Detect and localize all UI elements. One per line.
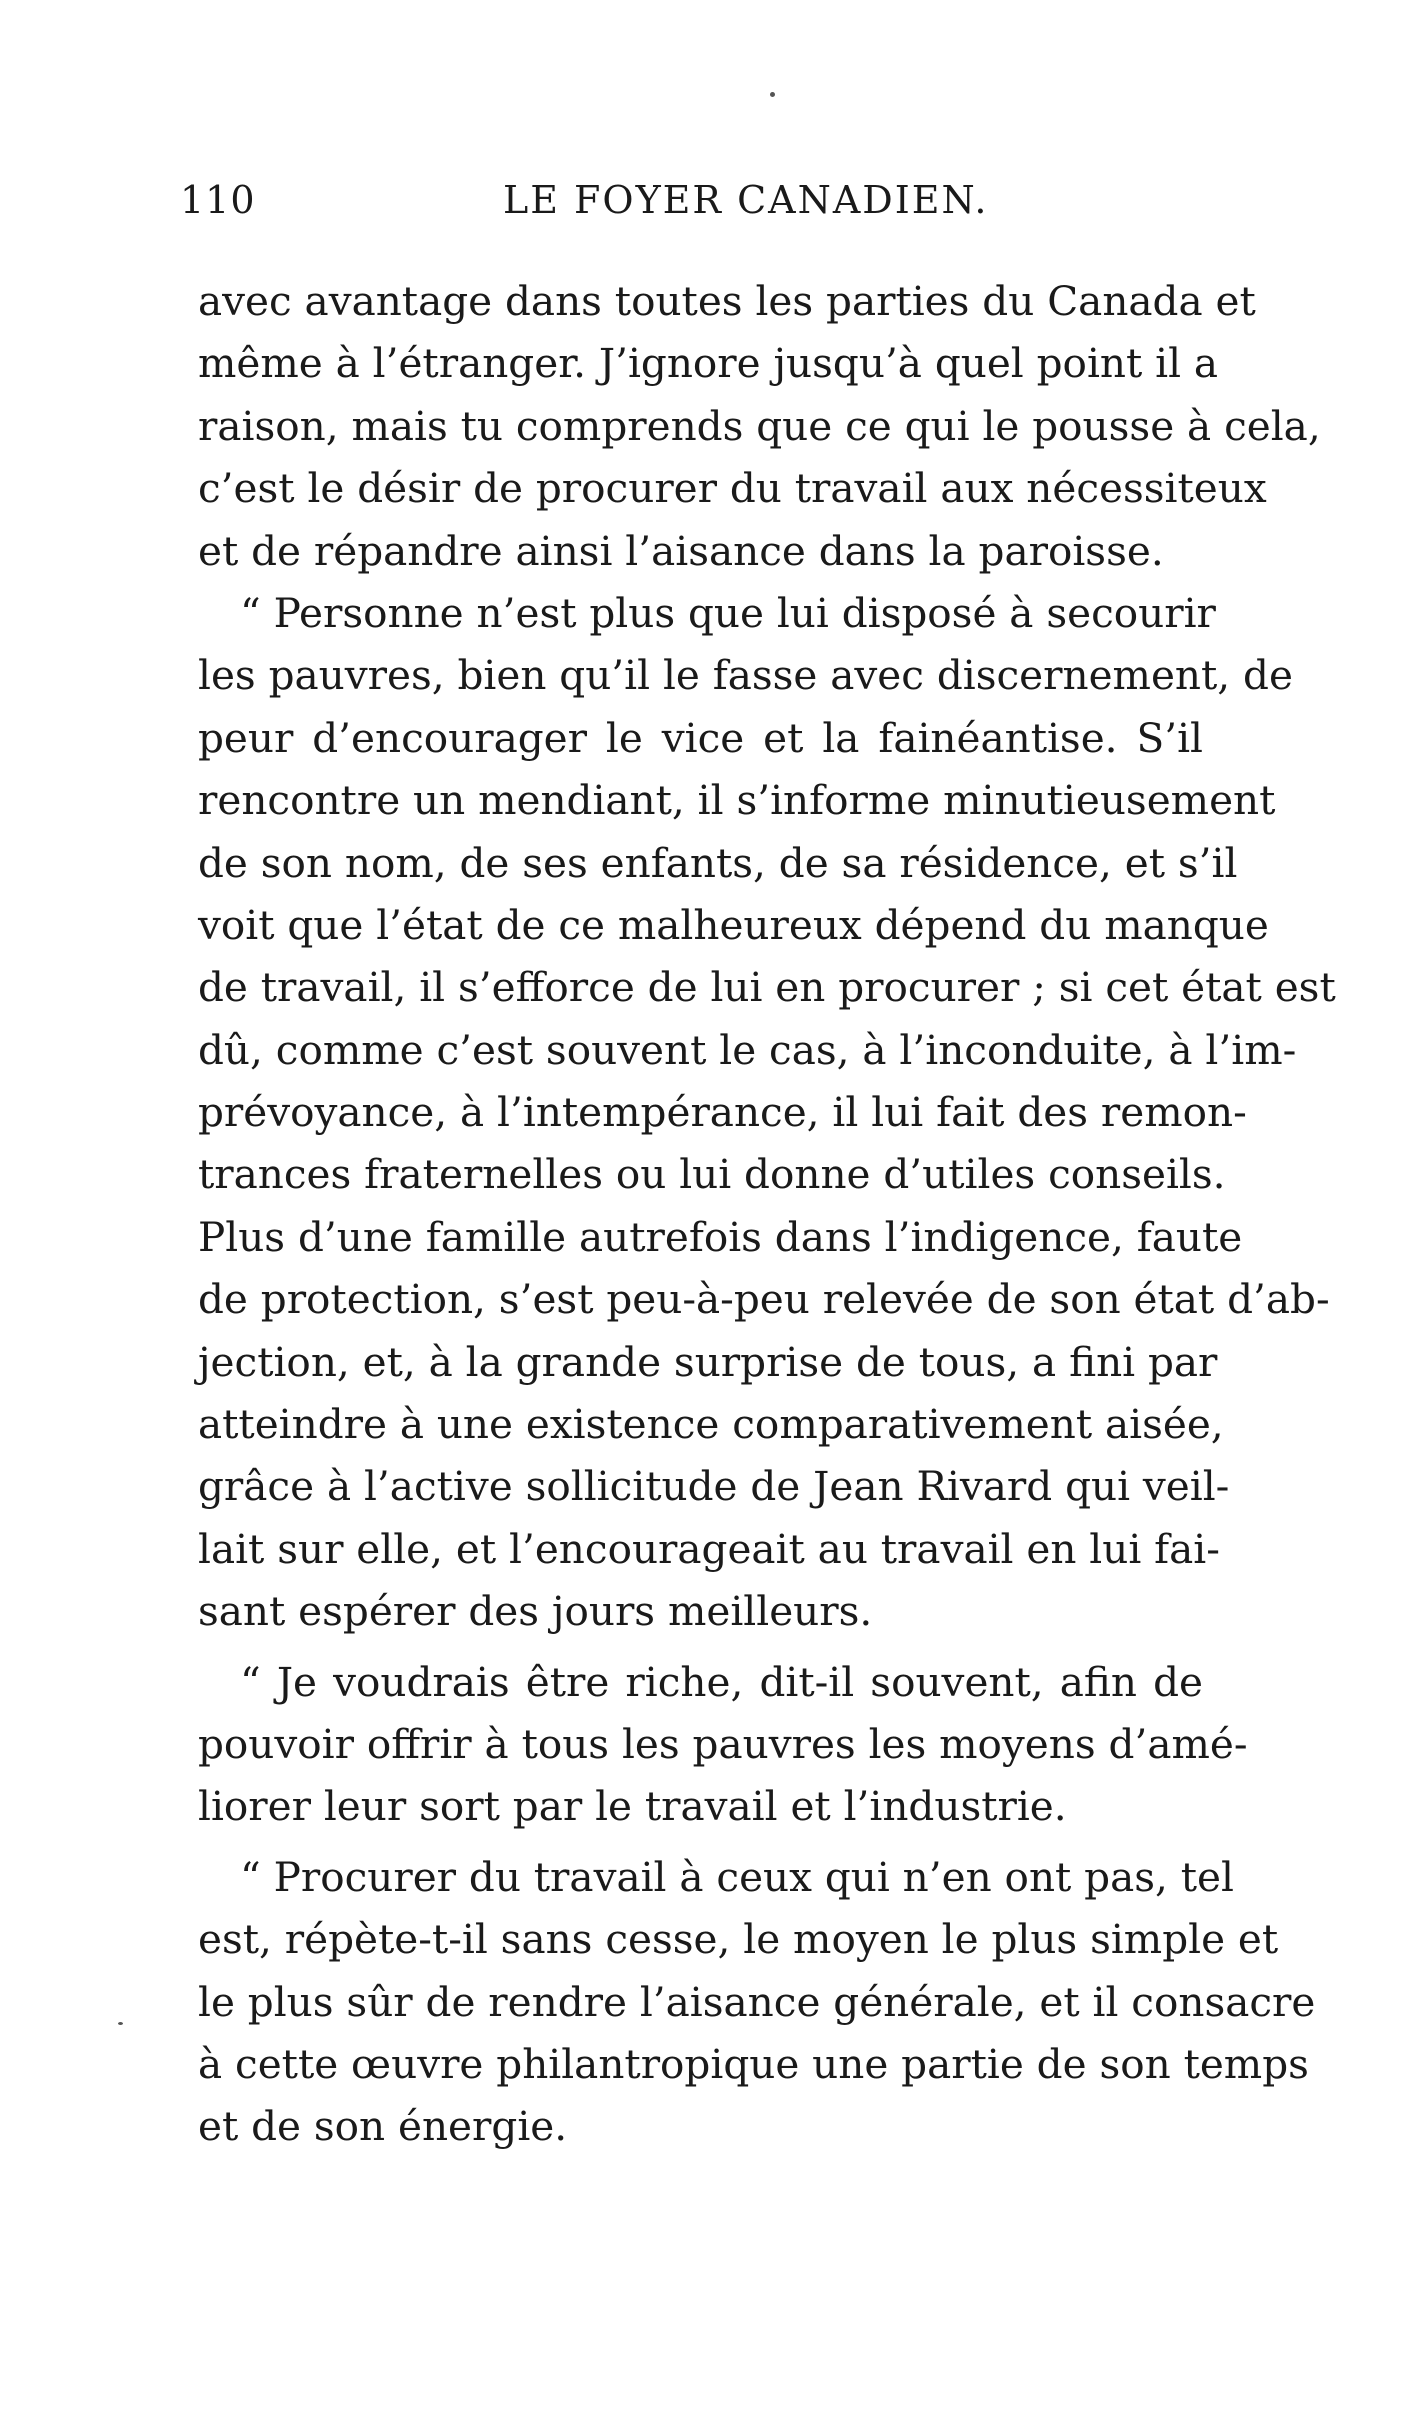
text-line: et de son énergie. xyxy=(198,2102,568,2151)
print-speck xyxy=(118,2022,123,2025)
text-line: les pauvres, bien qu’il le fasse avec discernement, de xyxy=(198,651,1293,700)
text-line: et de répandre ainsi l’aisance dans la paroisse. xyxy=(198,526,1164,575)
text-line: grâce à l’active sollicitude de Jean Rivard qui veil- xyxy=(198,1462,1230,1511)
running-title: LE FOYER CANADIEN. xyxy=(503,178,989,222)
text-line: est, répète-t-il sans cesse, le moyen le plus simple et xyxy=(198,1915,1279,1964)
text-line: “ Je voudrais être riche, dit-il souvent, afin de xyxy=(240,1657,1203,1706)
text-line: “ Procurer du travail à ceux qui n’en ont pas, tel xyxy=(240,1852,1234,1901)
text-line: raison, mais tu comprends que ce qui le pousse à cela, xyxy=(198,401,1321,450)
print-speck xyxy=(770,92,775,97)
text-line: liorer leur sort par le travail et l’industrie. xyxy=(198,1782,1067,1831)
paragraph-gap xyxy=(198,1643,1203,1651)
text-line: “ Personne n’est plus que lui disposé à secourir xyxy=(240,588,1216,637)
page-number: 110 xyxy=(180,178,256,222)
text-line: de son nom, de ses enfants, de sa résidence, et s’il xyxy=(198,838,1238,887)
text-line: le plus sûr de rendre l’aisance générale, et il consacre xyxy=(198,1977,1316,2026)
text-line: avec avantage dans toutes les parties du Canada et xyxy=(198,277,1256,325)
text-line: sant espérer des jours meilleurs. xyxy=(198,1587,873,1636)
text-line: de travail, il s’efforce de lui en procurer ; si cet état est xyxy=(198,963,1336,1012)
text-line: pouvoir offrir à tous les pauvres les moyens d’amé- xyxy=(198,1719,1248,1768)
text-line: dû, comme c’est souvent le cas, à l’inconduite, à l’im- xyxy=(198,1025,1297,1074)
text-line: voit que l’état de ce malheureux dépend du manque xyxy=(198,900,1269,949)
text-line: prévoyance, à l’intempérance, il lui fait des remon- xyxy=(198,1088,1247,1137)
text-line: c’est le désir de procurer du travail aux nécessiteux xyxy=(198,464,1267,513)
body-text xyxy=(198,270,1336,2158)
text-line: atteindre à une existence comparativement aisée, xyxy=(198,1400,1224,1449)
text-line: à cette œuvre philantropique une partie de son temps xyxy=(198,2039,1309,2088)
paragraph-gap xyxy=(198,1838,1203,1846)
text-line: Plus d’une famille autrefois dans l’indigence, faute xyxy=(198,1212,1243,1261)
text-line: même à l’étranger. J’ignore jusqu’à quel point il a xyxy=(198,339,1219,388)
text-line: lait sur elle, et l’encourageait au travail en lui fai- xyxy=(198,1524,1220,1573)
text-line: rencontre un mendiant, il s’informe minutieusement xyxy=(198,776,1276,825)
running-header xyxy=(180,178,1205,238)
text-line: peur d’encourager le vice et la fainéantise. S’il xyxy=(198,713,1203,762)
text-line: de protection, s’est peu-à-peu relevée de son état d’ab- xyxy=(198,1275,1330,1324)
text-line: trances fraternelles ou lui donne d’utiles conseils. xyxy=(198,1150,1226,1199)
text-line: jection, et, à la grande surprise de tous, a fini par xyxy=(198,1337,1218,1386)
